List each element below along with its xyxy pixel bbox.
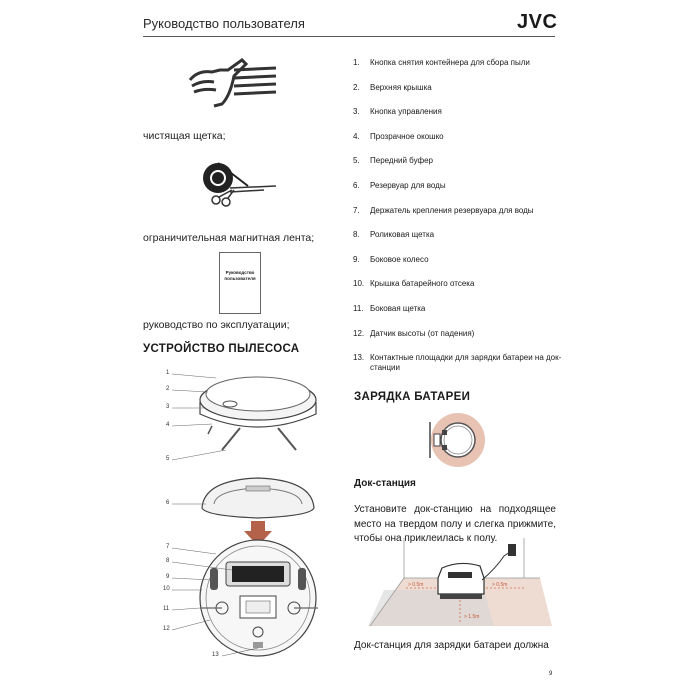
callout-2: 2 [166,386,170,392]
magnetic-tape-icon [200,160,280,210]
list-item: 6. Резервуар для воды [353,180,446,190]
list-item: 2. Верхняя крышка [353,82,432,92]
callout-4: 4 [166,422,170,428]
accessory-caption-brush: чистящая щетка; [143,130,226,142]
dock-placement-diagram [364,538,554,630]
list-item: 8. Роликовая щетка [353,230,435,240]
dim-label-right: > 0.5m [492,582,508,588]
list-item: 5. Передний буфер [353,156,433,166]
dim-label-left: > 0.5m [408,582,424,588]
list-item: 13. Контактные площадки для зарядки батареи на док-станции [353,353,562,373]
charging-port-diagram [420,412,492,468]
callout-5: 5 [166,456,170,462]
accessory-caption-tape: ограничительная магнитная лента; [143,232,315,244]
accessory-caption-manual: руководство по эксплуатации; [143,319,290,331]
callout-10: 10 [163,586,170,592]
callout-9: 9 [166,574,170,580]
list-item: 10. Крышка батарейного отсека [353,279,475,289]
vacuum-diagram [150,358,340,668]
dock-instruction-text: Установите док-станцию на подходящее место на твердом полу и слегка прижмите, чтобы она приклеилась к полу. [354,504,556,544]
list-item: 4. Прозрачное окошко [353,131,444,141]
cleaning-brush-icon [180,56,280,112]
callout-6: 6 [166,500,170,506]
parts-list [353,58,563,378]
dock-bottom-text: Док-станция для зарядки батареи должна [354,640,549,651]
callout-1: 1 [166,370,170,376]
callout-12: 12 [163,626,170,632]
callout-8: 8 [166,558,170,564]
list-item: 1. Кнопка снятия контейнера для сбора пыли [353,58,530,67]
callout-13: 13 [212,652,219,658]
manual-booklet-icon [219,252,261,314]
dock-station-title: Док-станция [354,478,416,489]
list-item: 3. Кнопка управления [353,107,442,117]
brand-logo: JVC [517,11,558,33]
callout-7: 7 [166,544,170,550]
dim-label-front: > 1.5m [464,614,480,620]
device-section-title: УСТРОЙСТВО ПЫЛЕСОСА [143,343,300,355]
header-divider [143,36,555,37]
page-number: 9 [549,671,553,677]
charging-section-title: ЗАРЯДКА БАТАРЕИ [354,391,471,403]
callout-3: 3 [166,404,170,410]
list-item: 9. Боковое колесо [353,254,429,264]
list-item: 12. Датчик высоты (от падения) [353,328,475,338]
booklet-text: Руководство пользователя [224,270,256,281]
list-item: 11. Боковая щетка [353,303,426,313]
callout-11: 11 [163,606,170,612]
header-title: Руководство пользователя [143,16,305,31]
list-item: 7. Держатель крепления резервуара для воды [353,205,534,215]
